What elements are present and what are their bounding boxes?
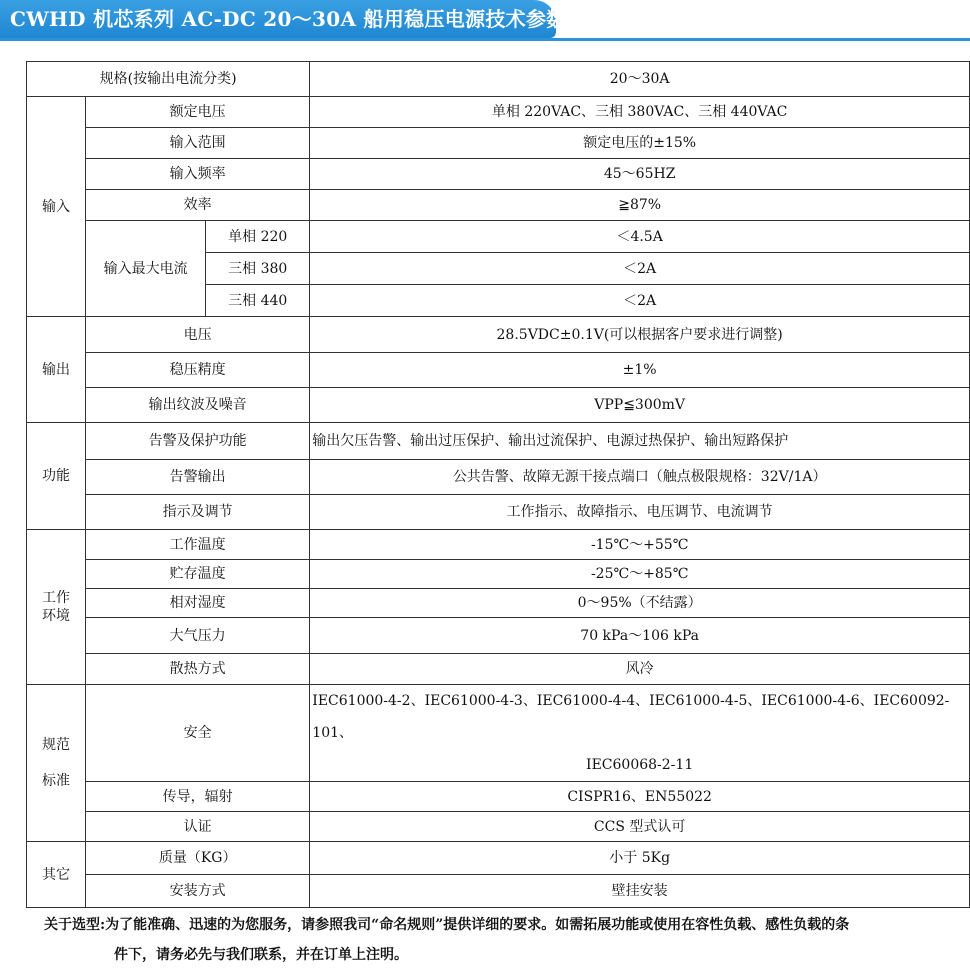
row-label: 大气压力 — [86, 618, 310, 654]
row-value: ＜2A — [310, 253, 970, 285]
table-row — [27, 654, 970, 685]
sub-label: 单相 220 — [206, 221, 310, 253]
row-label: 贮存温度 — [86, 560, 310, 589]
group-standards-line1: 规范 — [42, 737, 71, 753]
row-value: ≧87% — [310, 190, 970, 221]
row-value: 单相 220VAC、三相 380VAC、三相 440VAC — [310, 97, 970, 128]
table-row — [27, 842, 970, 875]
row-label: 告警输出 — [86, 460, 310, 495]
table-row — [27, 128, 970, 159]
group-standards — [27, 685, 86, 842]
row-value: -25℃～+85℃ — [310, 560, 970, 589]
row-label: 相对湿度 — [86, 589, 310, 618]
row-label: 安全 — [86, 685, 310, 782]
table-row — [27, 97, 970, 128]
group-environment — [27, 530, 86, 685]
row-value-safety — [310, 685, 970, 782]
page-title: CWHD 机芯系列 AC-DC 20～30A 船用稳压电源技术参数 — [10, 7, 567, 31]
row-value: 壁挂安装 — [310, 875, 970, 908]
sub-label: 三相 380 — [206, 253, 310, 285]
title-underline — [0, 38, 970, 41]
table-row — [27, 388, 970, 423]
sub-label: 三相 440 — [206, 285, 310, 317]
row-value: VPP≦300mV — [310, 388, 970, 423]
row-value: -15℃～+55℃ — [310, 530, 970, 560]
table-row — [27, 221, 970, 253]
group-environment-line2: 环境 — [42, 608, 71, 624]
table-row — [27, 875, 970, 908]
table-row — [27, 589, 970, 618]
row-value: 风冷 — [310, 654, 970, 685]
row-value: ＜2A — [310, 285, 970, 317]
row-label: 输出纹波及噪音 — [86, 388, 310, 423]
table-row — [27, 190, 970, 221]
note-line2: 件下，请务必先与我们联系，并在订单上注明。 — [114, 947, 408, 963]
row-value: 公共告警、故障无源干接点端口（触点极限规格：32V/1A） — [310, 460, 970, 495]
row-value: ±1% — [310, 353, 970, 388]
row-value: ＜4.5A — [310, 221, 970, 253]
row-label: 工作温度 — [86, 530, 310, 560]
row-label: 认证 — [86, 812, 310, 842]
selection-note — [44, 910, 964, 970]
group-input: 输入 — [27, 97, 86, 317]
row-label: 稳压精度 — [86, 353, 310, 388]
row-value: 额定电压的±15% — [310, 128, 970, 159]
row-label: 散热方式 — [86, 654, 310, 685]
row-label: 质量（KG） — [86, 842, 310, 875]
row-value: 70 kPa～106 kPa — [310, 618, 970, 654]
group-environment-line1: 工作 — [42, 590, 71, 606]
group-output: 输出 — [27, 317, 86, 423]
table-row — [27, 782, 970, 812]
row-label: 输入范围 — [86, 128, 310, 159]
row-value: CISPR16、EN55022 — [310, 782, 970, 812]
table-row — [27, 685, 970, 782]
row-value: 输出欠压告警、输出过压保护、输出过流保护、电源过热保护、输出短路保护 — [310, 423, 970, 460]
row-value: 0～95%（不结露） — [310, 589, 970, 618]
row-label: 安装方式 — [86, 875, 310, 908]
table-row — [27, 62, 970, 97]
row-label: 传导，辐射 — [86, 782, 310, 812]
row-label: 额定电压 — [86, 97, 310, 128]
group-function: 功能 — [27, 423, 86, 530]
group-other: 其它 — [27, 842, 86, 908]
safety-line1: IEC61000-4-2、IEC61000-4-3、IEC61000-4-4、IEC61000-4-5、IEC61000-4-6、IEC60092-101、 — [312, 693, 950, 741]
table-row — [27, 317, 970, 353]
table-row — [27, 560, 970, 589]
row-label: 告警及保护功能 — [86, 423, 310, 460]
group-standards-line2: 标准 — [42, 773, 71, 789]
row-value: 45～65HZ — [310, 159, 970, 190]
table-row — [27, 423, 970, 460]
table-row — [27, 618, 970, 654]
row-label: 输入最大电流 — [86, 221, 206, 317]
spec-label: 规格(按输出电流分类) — [27, 62, 310, 97]
row-value: 小于 5Kg — [310, 842, 970, 875]
table-row — [27, 495, 970, 530]
table-row — [27, 812, 970, 842]
table-row — [27, 353, 970, 388]
safety-line2: IEC60068-2-11 — [586, 757, 694, 773]
table-row — [27, 159, 970, 190]
note-line1: 关于选型:为了能准确、迅速的为您服务，请参照我司“命名规则”提供详细的要求。如需拓展功能或使用在容性负载、感性负载的条 — [44, 917, 850, 933]
spec-table — [26, 61, 970, 908]
row-value: 28.5VDC±0.1V(可以根据客户要求进行调整) — [310, 317, 970, 353]
row-label: 输入频率 — [86, 159, 310, 190]
spec-value: 20～30A — [310, 62, 970, 97]
row-value: CCS 型式认可 — [310, 812, 970, 842]
row-label: 指示及调节 — [86, 495, 310, 530]
row-label: 电压 — [86, 317, 310, 353]
row-label: 效率 — [86, 190, 310, 221]
row-value: 工作指示、故障指示、电压调节、电流调节 — [310, 495, 970, 530]
table-row — [27, 530, 970, 560]
table-row — [27, 460, 970, 495]
title-banner — [0, 0, 970, 46]
